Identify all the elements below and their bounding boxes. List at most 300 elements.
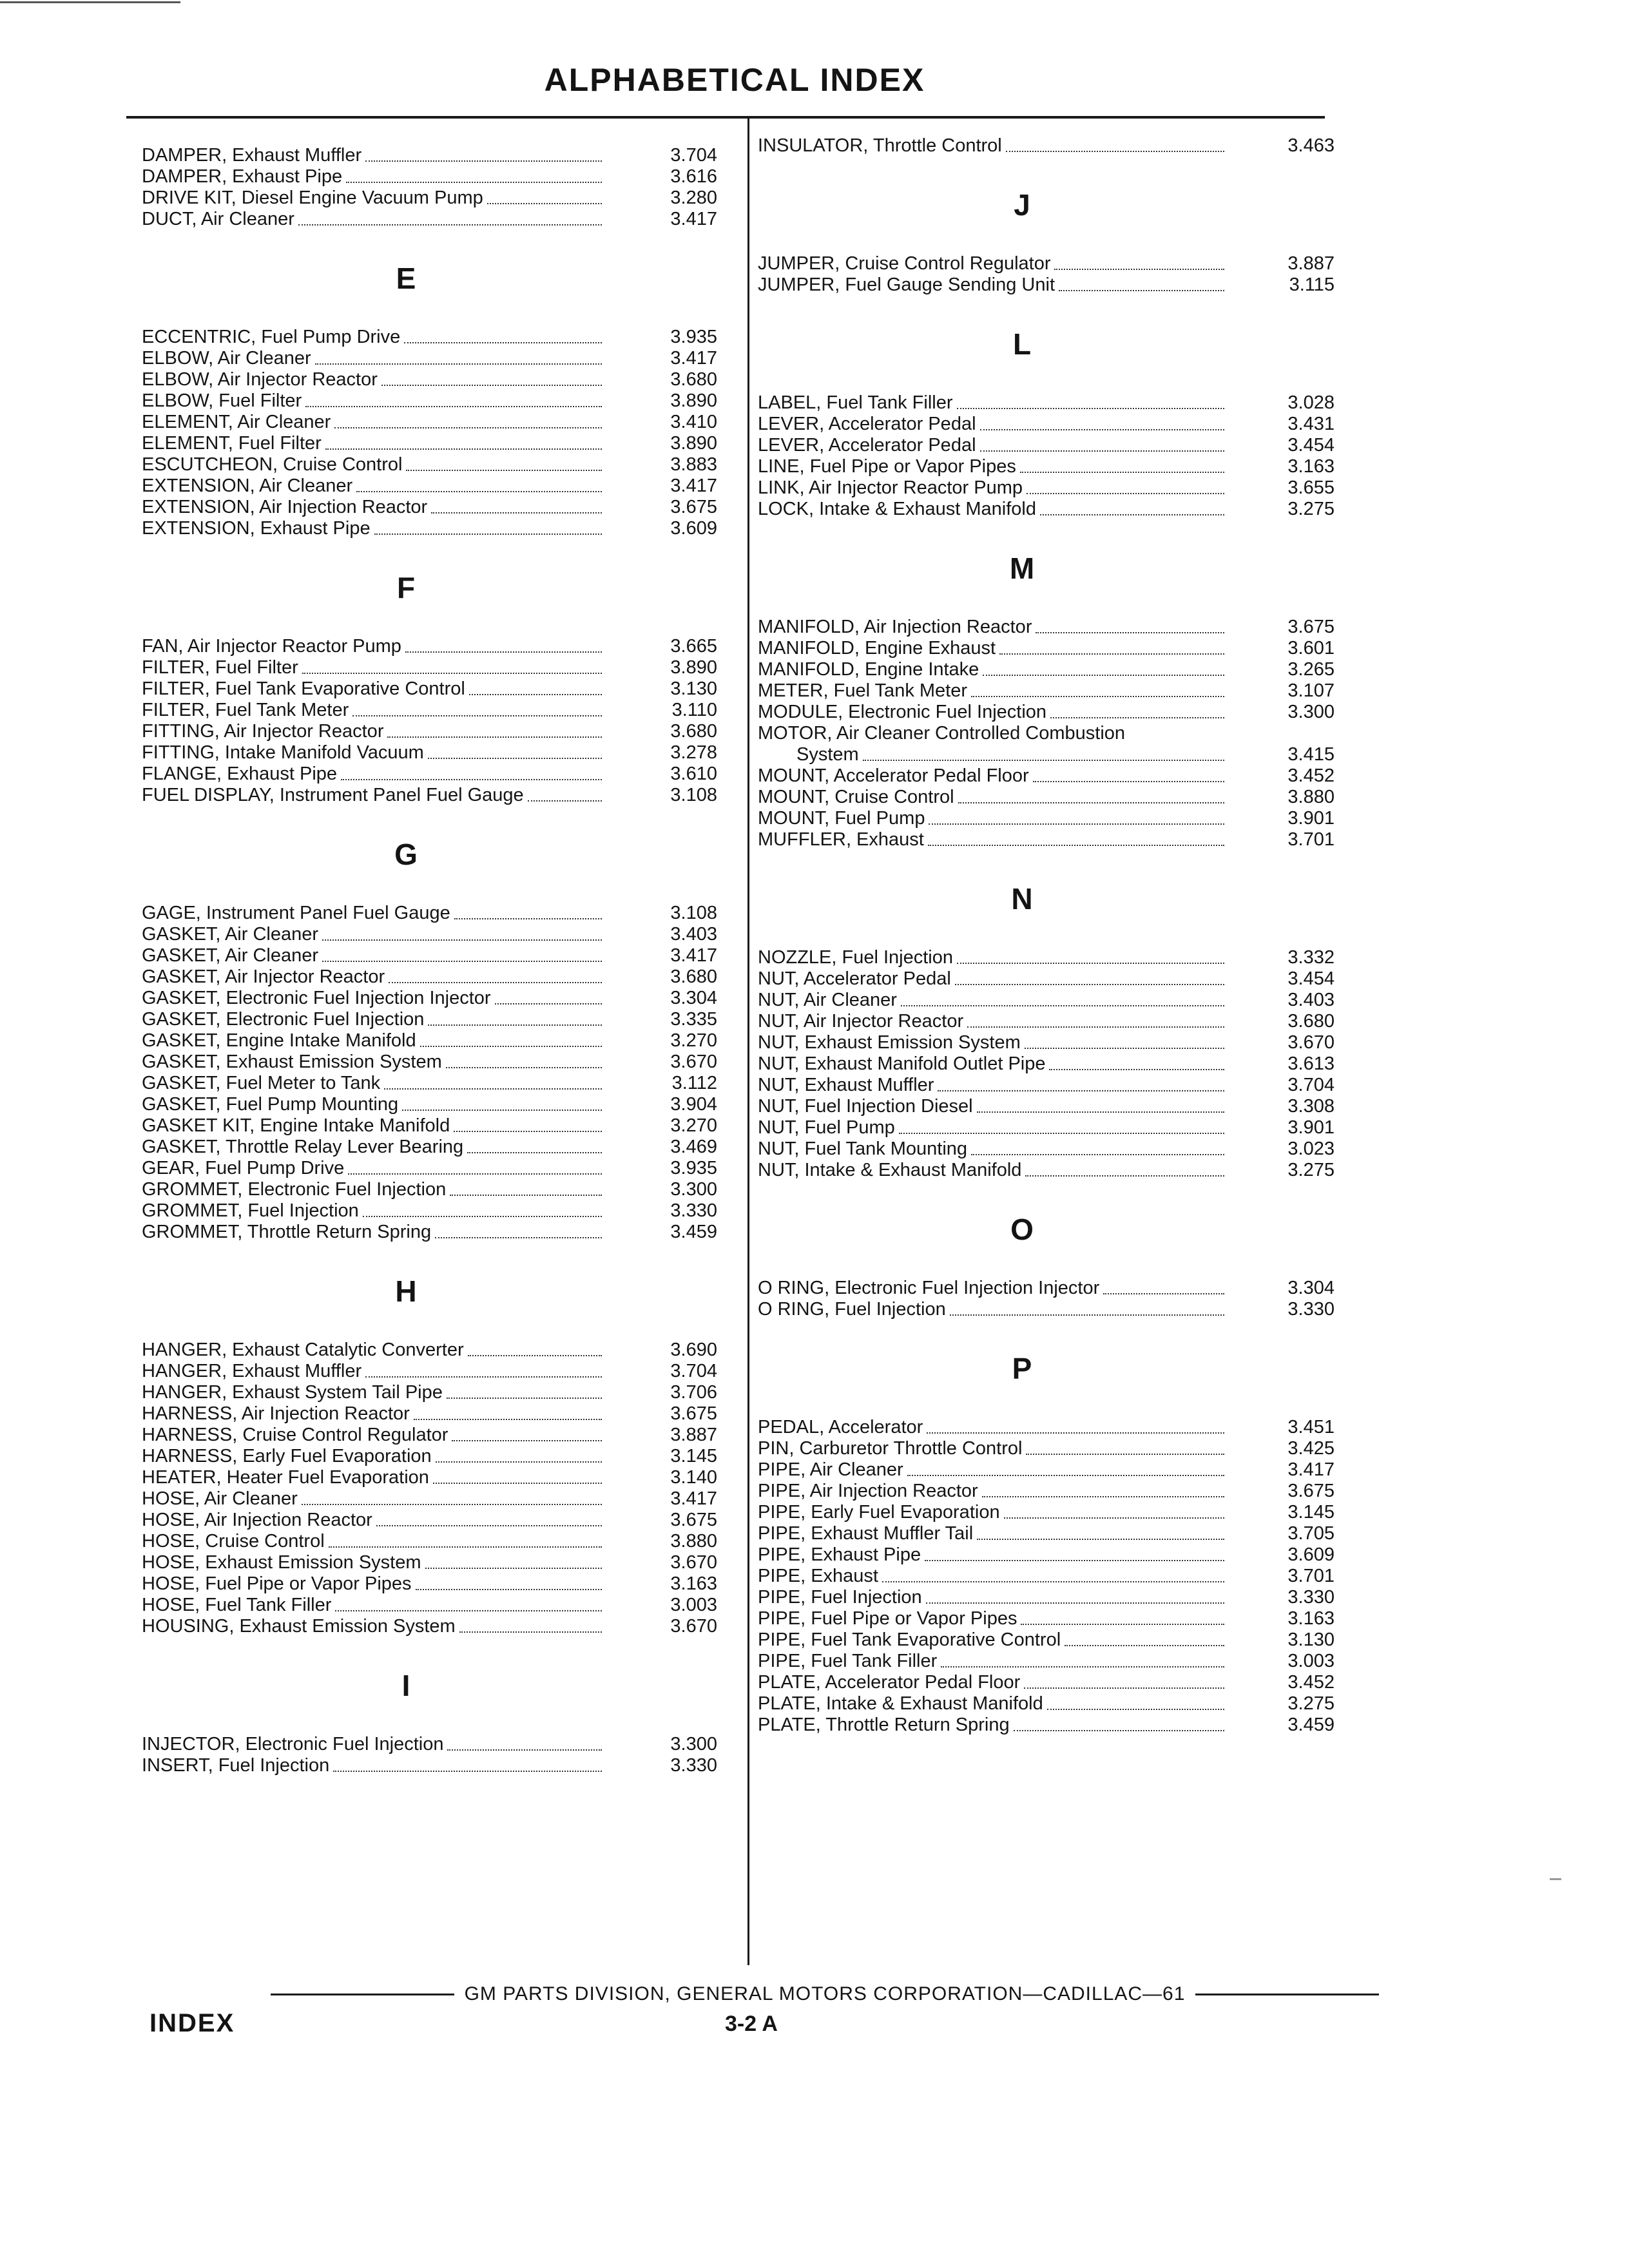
entry-page-ref: 3.670 [1287, 1032, 1335, 1053]
dot-leader [447, 1382, 602, 1399]
entry-name: ESCUTCHEON, Cruise Control [142, 454, 403, 475]
index-entry [758, 1481, 1351, 1502]
dot-leader [454, 1115, 602, 1132]
dot-leader [955, 968, 1224, 985]
entry-name: NUT, Exhaust Emission System [758, 1032, 1021, 1053]
index-entry [758, 1608, 1351, 1629]
entry-page-ref: 3.280 [670, 187, 717, 208]
entry-name: DRIVE KIT, Diesel Engine Vacuum Pump [142, 187, 483, 208]
dot-leader [298, 209, 602, 226]
dot-leader [376, 1510, 602, 1526]
index-entry [142, 327, 741, 348]
entry-page-ref: 3.265 [1287, 659, 1335, 680]
entry-page-ref: 3.616 [670, 166, 717, 187]
page-number: 3-2 A [725, 2012, 778, 2036]
dot-leader [929, 808, 1224, 825]
entry-name: GASKET KIT, Engine Intake Manifold [142, 1115, 450, 1136]
entry-name: PIPE, Fuel Tank Evaporative Control [758, 1629, 1061, 1650]
entry-page-ref: 3.701 [1287, 829, 1335, 850]
section-letter-heading: N [1011, 882, 1033, 916]
entry-name: LINK, Air Injector Reactor Pump [758, 477, 1023, 498]
entry-page-ref: 3.130 [1287, 1629, 1335, 1650]
entry-name: HANGER, Exhaust Muffler [142, 1361, 362, 1381]
index-entry [758, 1715, 1351, 1736]
dot-leader [957, 947, 1224, 964]
entry-name: EXTENSION, Air Injection Reactor [142, 497, 428, 517]
index-entry [758, 1117, 1351, 1139]
index-entry [142, 1073, 741, 1094]
entry-name: INJECTOR, Electronic Fuel Injection [142, 1734, 444, 1754]
entry-page-ref: 3.275 [1287, 1693, 1335, 1714]
entry-name: HOSE, Fuel Tank Filler [142, 1595, 332, 1615]
entry-name: PIPE, Exhaust Pipe [758, 1544, 921, 1565]
entry-page-ref: 3.463 [1287, 135, 1335, 156]
index-entry [758, 659, 1351, 680]
entry-name: ELBOW, Air Injector Reactor [142, 369, 378, 390]
dot-leader [381, 369, 602, 386]
dot-leader [405, 636, 602, 653]
dot-leader [927, 1417, 1224, 1434]
dot-leader [882, 1566, 1224, 1582]
dot-leader [420, 1030, 602, 1047]
index-entry [758, 1139, 1351, 1160]
dot-leader [1021, 1608, 1224, 1625]
index-entry [142, 657, 741, 678]
dot-leader [322, 924, 602, 941]
index-entry [758, 1053, 1351, 1075]
dot-leader [447, 1734, 602, 1751]
dot-leader [469, 678, 602, 695]
dot-leader [425, 1552, 602, 1569]
entry-name: GASKET, Exhaust Emission System [142, 1052, 442, 1072]
entry-name: FILTER, Fuel Tank Evaporative Control [142, 678, 465, 699]
index-entry [142, 518, 741, 539]
entry-name: HOSE, Cruise Control [142, 1531, 325, 1552]
entry-name: PIPE, Fuel Pipe or Vapor Pipes [758, 1608, 1017, 1629]
entry-name: JUMPER, Cruise Control Regulator [758, 253, 1051, 274]
index-entry [142, 966, 741, 988]
index-entry [142, 636, 741, 657]
footer-division-text: GM PARTS DIVISION, GENERAL MOTORS CORPORATION—CADILLAC—61 [464, 1983, 1186, 2004]
entry-page-ref: 3.670 [670, 1552, 717, 1573]
index-entry [758, 990, 1351, 1011]
footer-line [271, 1983, 1379, 2005]
dot-leader [428, 742, 602, 759]
entry-name: NUT, Fuel Tank Mounting [758, 1139, 968, 1159]
entry-name: ELBOW, Air Cleaner [142, 348, 311, 369]
entry-page-ref: 3.145 [670, 1446, 717, 1466]
entry-page-ref: 3.454 [1287, 968, 1335, 989]
index-entry [758, 1299, 1351, 1320]
entry-name: HOSE, Air Cleaner [142, 1488, 298, 1509]
entry-page-ref: 3.690 [670, 1340, 717, 1360]
entry-name: GASKET, Fuel Pump Mounting [142, 1094, 399, 1115]
entry-page-ref: 3.417 [670, 209, 717, 229]
entry-name: PLATE, Throttle Return Spring [758, 1715, 1010, 1735]
entry-page-ref: 3.670 [670, 1616, 717, 1637]
entry-name: GASKET, Air Cleaner [142, 924, 318, 945]
entry-page-ref: 3.403 [1287, 990, 1335, 1010]
entry-name: HANGER, Exhaust System Tail Pipe [142, 1382, 443, 1403]
dot-leader [404, 327, 602, 343]
dot-leader [1036, 617, 1224, 633]
index-entry [142, 433, 741, 454]
dot-leader [495, 988, 602, 1004]
entry-name: PIN, Carburetor Throttle Control [758, 1438, 1023, 1459]
index-entry [758, 1032, 1351, 1053]
entry-name: FUEL DISPLAY, Instrument Panel Fuel Gauge [142, 785, 524, 805]
entry-page-ref: 3.417 [1287, 1459, 1335, 1480]
index-entry [142, 145, 741, 166]
index-entry [758, 1672, 1351, 1693]
index-entry [142, 348, 741, 369]
dot-leader [928, 829, 1224, 846]
entry-name: MANIFOLD, Engine Exhaust [758, 638, 996, 658]
entry-name: PIPE, Air Injection Reactor [758, 1481, 978, 1501]
entry-page-ref: 3.330 [670, 1200, 717, 1221]
entry-page-ref: 3.417 [670, 348, 717, 369]
entry-page-ref: 3.935 [670, 327, 717, 347]
dot-leader [352, 700, 602, 716]
index-entry [142, 1552, 741, 1573]
entry-page-ref: 3.890 [670, 433, 717, 454]
entry-page-ref: 3.609 [670, 518, 717, 539]
entry-name: FITTING, Intake Manifold Vacuum [142, 742, 424, 763]
entry-name: METER, Fuel Tank Meter [758, 680, 968, 701]
entry-name: PIPE, Fuel Injection [758, 1587, 922, 1608]
dot-leader [925, 1544, 1224, 1561]
dot-leader [1025, 1160, 1224, 1177]
section-label: INDEX [149, 2009, 235, 2037]
index-entry [142, 1488, 741, 1510]
entry-name: NUT, Fuel Injection Diesel [758, 1096, 973, 1117]
entry-name: PLATE, Accelerator Pedal Floor [758, 1672, 1021, 1693]
dot-leader [1103, 1278, 1224, 1294]
index-entry [142, 1340, 741, 1361]
index-entry [142, 721, 741, 742]
entry-page-ref: 3.451 [1287, 1417, 1335, 1437]
dot-leader [958, 787, 1224, 803]
entry-page-ref: 3.459 [670, 1222, 717, 1242]
entry-name: HOSE, Fuel Pipe or Vapor Pipes [142, 1573, 412, 1594]
entry-name: DAMPER, Exhaust Pipe [142, 166, 343, 187]
dot-leader [302, 657, 602, 674]
dot-leader [926, 1587, 1224, 1604]
index-entry [142, 369, 741, 390]
section-letter-heading: H [395, 1274, 417, 1308]
dot-leader [982, 1481, 1224, 1497]
dot-leader [1025, 1032, 1224, 1049]
entry-name: MOUNT, Fuel Pump [758, 808, 925, 829]
index-entry [142, 1158, 741, 1179]
index-entry [758, 829, 1351, 850]
dot-leader [999, 638, 1224, 655]
entry-page-ref: 3.452 [1287, 1672, 1335, 1693]
index-entry [758, 1587, 1351, 1608]
index-entry [142, 1616, 741, 1637]
index-entry [142, 1009, 741, 1030]
entry-page-ref: 3.003 [1287, 1651, 1335, 1671]
entry-name: INSERT, Fuel Injection [142, 1755, 330, 1776]
entry-page-ref: 3.003 [670, 1595, 717, 1615]
entry-page-ref: 3.304 [1287, 1278, 1335, 1298]
dot-leader [1040, 499, 1224, 515]
entry-page-ref: 3.610 [670, 764, 717, 784]
index-entry [758, 1544, 1351, 1566]
index-entry [758, 1160, 1351, 1181]
index-entry [142, 187, 741, 209]
dot-leader [384, 1073, 602, 1090]
entry-page-ref: 3.403 [670, 924, 717, 945]
index-entry [758, 787, 1351, 808]
entry-name: DAMPER, Exhaust Muffler [142, 145, 362, 166]
section-letter-heading: E [396, 262, 416, 295]
dot-leader [416, 1573, 602, 1590]
entry-name: GROMMET, Throttle Return Spring [142, 1222, 432, 1242]
index-entry [142, 742, 741, 764]
entry-name: GASKET, Engine Intake Manifold [142, 1030, 416, 1051]
entry-page-ref: 3.670 [670, 1052, 717, 1072]
entry-page-ref: 3.163 [670, 1573, 717, 1594]
index-entry [758, 1417, 1351, 1438]
entry-page-ref: 3.115 [1289, 274, 1335, 295]
entry-page-ref: 3.107 [1287, 680, 1335, 701]
dot-leader [487, 187, 602, 204]
entry-page-ref: 3.675 [1287, 617, 1335, 637]
entry-page-ref: 3.163 [1287, 456, 1335, 477]
index-entry [142, 1510, 741, 1531]
dot-leader [363, 1200, 602, 1217]
dot-leader [341, 764, 602, 780]
entry-page-ref: 3.275 [1287, 499, 1335, 519]
entry-name: HARNESS, Early Fuel Evaporation [142, 1446, 432, 1466]
index-entry [758, 968, 1351, 990]
entry-page-ref: 3.270 [670, 1115, 717, 1136]
entry-page-ref: 3.300 [1287, 702, 1335, 722]
dot-leader [450, 1179, 602, 1196]
dot-leader [1049, 1053, 1224, 1070]
entry-page-ref: 3.454 [1287, 435, 1335, 456]
entry-name: NUT, Air Injector Reactor [758, 1011, 964, 1032]
entry-page-ref: 3.452 [1287, 765, 1335, 786]
dot-leader [971, 1139, 1224, 1155]
entry-page-ref: 3.415 [1287, 744, 1335, 765]
dot-leader [1033, 765, 1224, 782]
index-entry [142, 1222, 741, 1243]
dot-leader [1054, 253, 1224, 270]
index-entry [758, 702, 1351, 723]
index-entry [142, 209, 741, 230]
entry-name: EXTENSION, Exhaust Pipe [142, 518, 371, 539]
entry-name: NUT, Intake & Exhaust Manifold [758, 1160, 1022, 1180]
dot-leader [348, 1158, 602, 1175]
entry-name: JUMPER, Fuel Gauge Sending Unit [758, 274, 1055, 295]
entry-name: LABEL, Fuel Tank Filler [758, 392, 953, 413]
index-entry [142, 1361, 741, 1382]
index-entry [142, 1137, 741, 1158]
entry-name: O RING, Electronic Fuel Injection Injector [758, 1278, 1100, 1298]
entry-page-ref: 3.880 [1287, 787, 1335, 807]
dot-leader [334, 412, 602, 428]
entry-page-ref: 3.935 [670, 1158, 717, 1178]
entry-page-ref: 3.901 [1287, 1117, 1335, 1138]
entry-page-ref: 3.601 [1287, 638, 1335, 658]
dot-leader [333, 1755, 602, 1772]
entry-page-ref: 3.706 [670, 1382, 717, 1403]
entry-page-ref: 3.890 [670, 390, 717, 411]
index-entry [142, 1030, 741, 1052]
dot-leader [1014, 1715, 1224, 1731]
entry-name: LEVER, Accelerator Pedal [758, 414, 976, 434]
section-letter-heading: F [396, 571, 416, 604]
entry-page-ref: 3.140 [670, 1467, 717, 1488]
entry-page-ref: 3.675 [670, 1403, 717, 1424]
dot-leader [346, 166, 602, 183]
entry-page-ref: 3.680 [670, 369, 717, 390]
dot-leader [1050, 702, 1224, 718]
dot-leader [454, 903, 602, 919]
entry-page-ref: 3.410 [670, 412, 717, 432]
index-entry [758, 1651, 1351, 1672]
entry-name: GASKET, Air Injector Reactor [142, 966, 385, 987]
entry-page-ref: 3.278 [670, 742, 717, 763]
column-divider [747, 116, 749, 1965]
index-entry [142, 700, 741, 721]
dot-leader [899, 1117, 1224, 1134]
entry-page-ref: 3.880 [670, 1531, 717, 1552]
index-entry [758, 253, 1351, 274]
entry-page-ref: 3.145 [1287, 1502, 1335, 1523]
entry-name: HEATER, Heater Fuel Evaporation [142, 1467, 429, 1488]
entry-name: O RING, Fuel Injection [758, 1299, 946, 1320]
index-entry [758, 499, 1351, 520]
entry-name: GEAR, Fuel Pump Drive [142, 1158, 345, 1178]
index-entry [758, 1566, 1351, 1587]
entry-page-ref: 3.417 [670, 476, 717, 496]
dot-leader [1026, 1438, 1224, 1455]
index-entry [758, 1278, 1351, 1299]
index-entry [758, 1502, 1351, 1523]
dot-leader [941, 1651, 1224, 1667]
dot-leader [305, 390, 602, 407]
entry-name: PIPE, Air Cleaner [758, 1459, 903, 1480]
index-entry [142, 945, 741, 966]
footer-rule-right [1195, 1994, 1379, 1995]
dot-leader [967, 1011, 1224, 1028]
entry-name: PLATE, Intake & Exhaust Manifold [758, 1693, 1043, 1714]
entry-page-ref: 3.330 [1287, 1299, 1335, 1320]
dot-leader [446, 1052, 602, 1068]
entry-page-ref: 3.904 [670, 1094, 717, 1115]
index-column-right [758, 135, 1351, 1736]
dot-leader [1047, 1693, 1224, 1710]
dot-leader [980, 414, 1224, 430]
entry-page-ref: 3.308 [1287, 1096, 1335, 1117]
dot-leader [957, 392, 1225, 409]
dot-leader [335, 1595, 602, 1611]
index-entry [758, 392, 1351, 414]
dot-leader [302, 1488, 602, 1505]
entry-name: FILTER, Fuel Filter [142, 657, 298, 678]
entry-name: LINE, Fuel Pipe or Vapor Pipes [758, 456, 1016, 477]
index-entry [758, 1693, 1351, 1715]
index-entry [142, 476, 741, 497]
page-title: ALPHABETICAL INDEX [544, 62, 925, 98]
dot-leader [977, 1096, 1224, 1113]
dot-leader [365, 1361, 602, 1378]
entry-name: FITTING, Air Injector Reactor [142, 721, 384, 742]
entry-page-ref: 3.680 [670, 721, 717, 742]
entry-name: HARNESS, Air Injection Reactor [142, 1403, 410, 1424]
entry-name: ELBOW, Fuel Filter [142, 390, 302, 411]
index-entry [142, 1531, 741, 1552]
section-letter-heading: P [1012, 1352, 1032, 1385]
entry-name: ELEMENT, Air Cleaner [142, 412, 331, 432]
entry-name: LOCK, Intake & Exhaust Manifold [758, 499, 1036, 519]
entry-name: System [796, 744, 859, 765]
index-entry [758, 1629, 1351, 1651]
entry-page-ref: 3.163 [1287, 1608, 1335, 1629]
dot-leader [436, 1446, 602, 1463]
entry-name: FILTER, Fuel Tank Meter [142, 700, 349, 720]
index-entry [758, 638, 1351, 659]
index-entry [758, 135, 1351, 157]
dot-leader [1004, 1502, 1224, 1519]
dot-leader [322, 945, 602, 962]
entry-page-ref: 3.680 [670, 966, 717, 987]
scan-speck [1550, 1878, 1561, 1880]
dot-leader [938, 1075, 1224, 1091]
index-entry [758, 477, 1351, 499]
entry-page-ref: 3.883 [670, 454, 717, 475]
entry-name: NUT, Exhaust Muffler [758, 1075, 934, 1095]
index-entry [758, 765, 1351, 787]
dot-leader [528, 785, 602, 802]
index-entry [142, 1115, 741, 1137]
index-entry [758, 435, 1351, 456]
entry-page-ref: 3.431 [1287, 414, 1335, 434]
section-letter-heading: M [1009, 552, 1035, 585]
entry-page-ref: 3.110 [671, 700, 717, 720]
dot-leader [983, 659, 1224, 676]
entry-page-ref: 3.887 [670, 1425, 717, 1445]
entry-page-ref: 3.665 [670, 636, 717, 657]
dot-leader [374, 518, 602, 535]
entry-name: EXTENSION, Air Cleaner [142, 476, 353, 496]
dot-leader [365, 145, 602, 162]
dot-leader [468, 1340, 602, 1356]
title-rule [126, 116, 1325, 119]
entry-name: INSULATOR, Throttle Control [758, 135, 1002, 156]
dot-leader [971, 680, 1224, 697]
index-entry [142, 1179, 741, 1200]
index-entry [758, 744, 1351, 765]
entry-page-ref: 3.028 [1287, 392, 1335, 413]
entry-page-ref: 3.330 [670, 1755, 717, 1776]
dot-leader [414, 1403, 602, 1420]
entry-name: DUCT, Air Cleaner [142, 209, 294, 229]
index-entry [142, 454, 741, 476]
entry-name: MOUNT, Cruise Control [758, 787, 954, 807]
entry-page-ref: 3.704 [670, 1361, 717, 1381]
entry-page-ref: 3.108 [670, 785, 717, 805]
entry-page-ref: 3.023 [1287, 1139, 1335, 1159]
index-entry [142, 764, 741, 785]
entry-page-ref: 3.130 [670, 678, 717, 699]
entry-name: FAN, Air Injector Reactor Pump [142, 636, 401, 657]
entry-page-ref: 3.304 [670, 988, 717, 1008]
entry-name: NUT, Accelerator Pedal [758, 968, 951, 989]
